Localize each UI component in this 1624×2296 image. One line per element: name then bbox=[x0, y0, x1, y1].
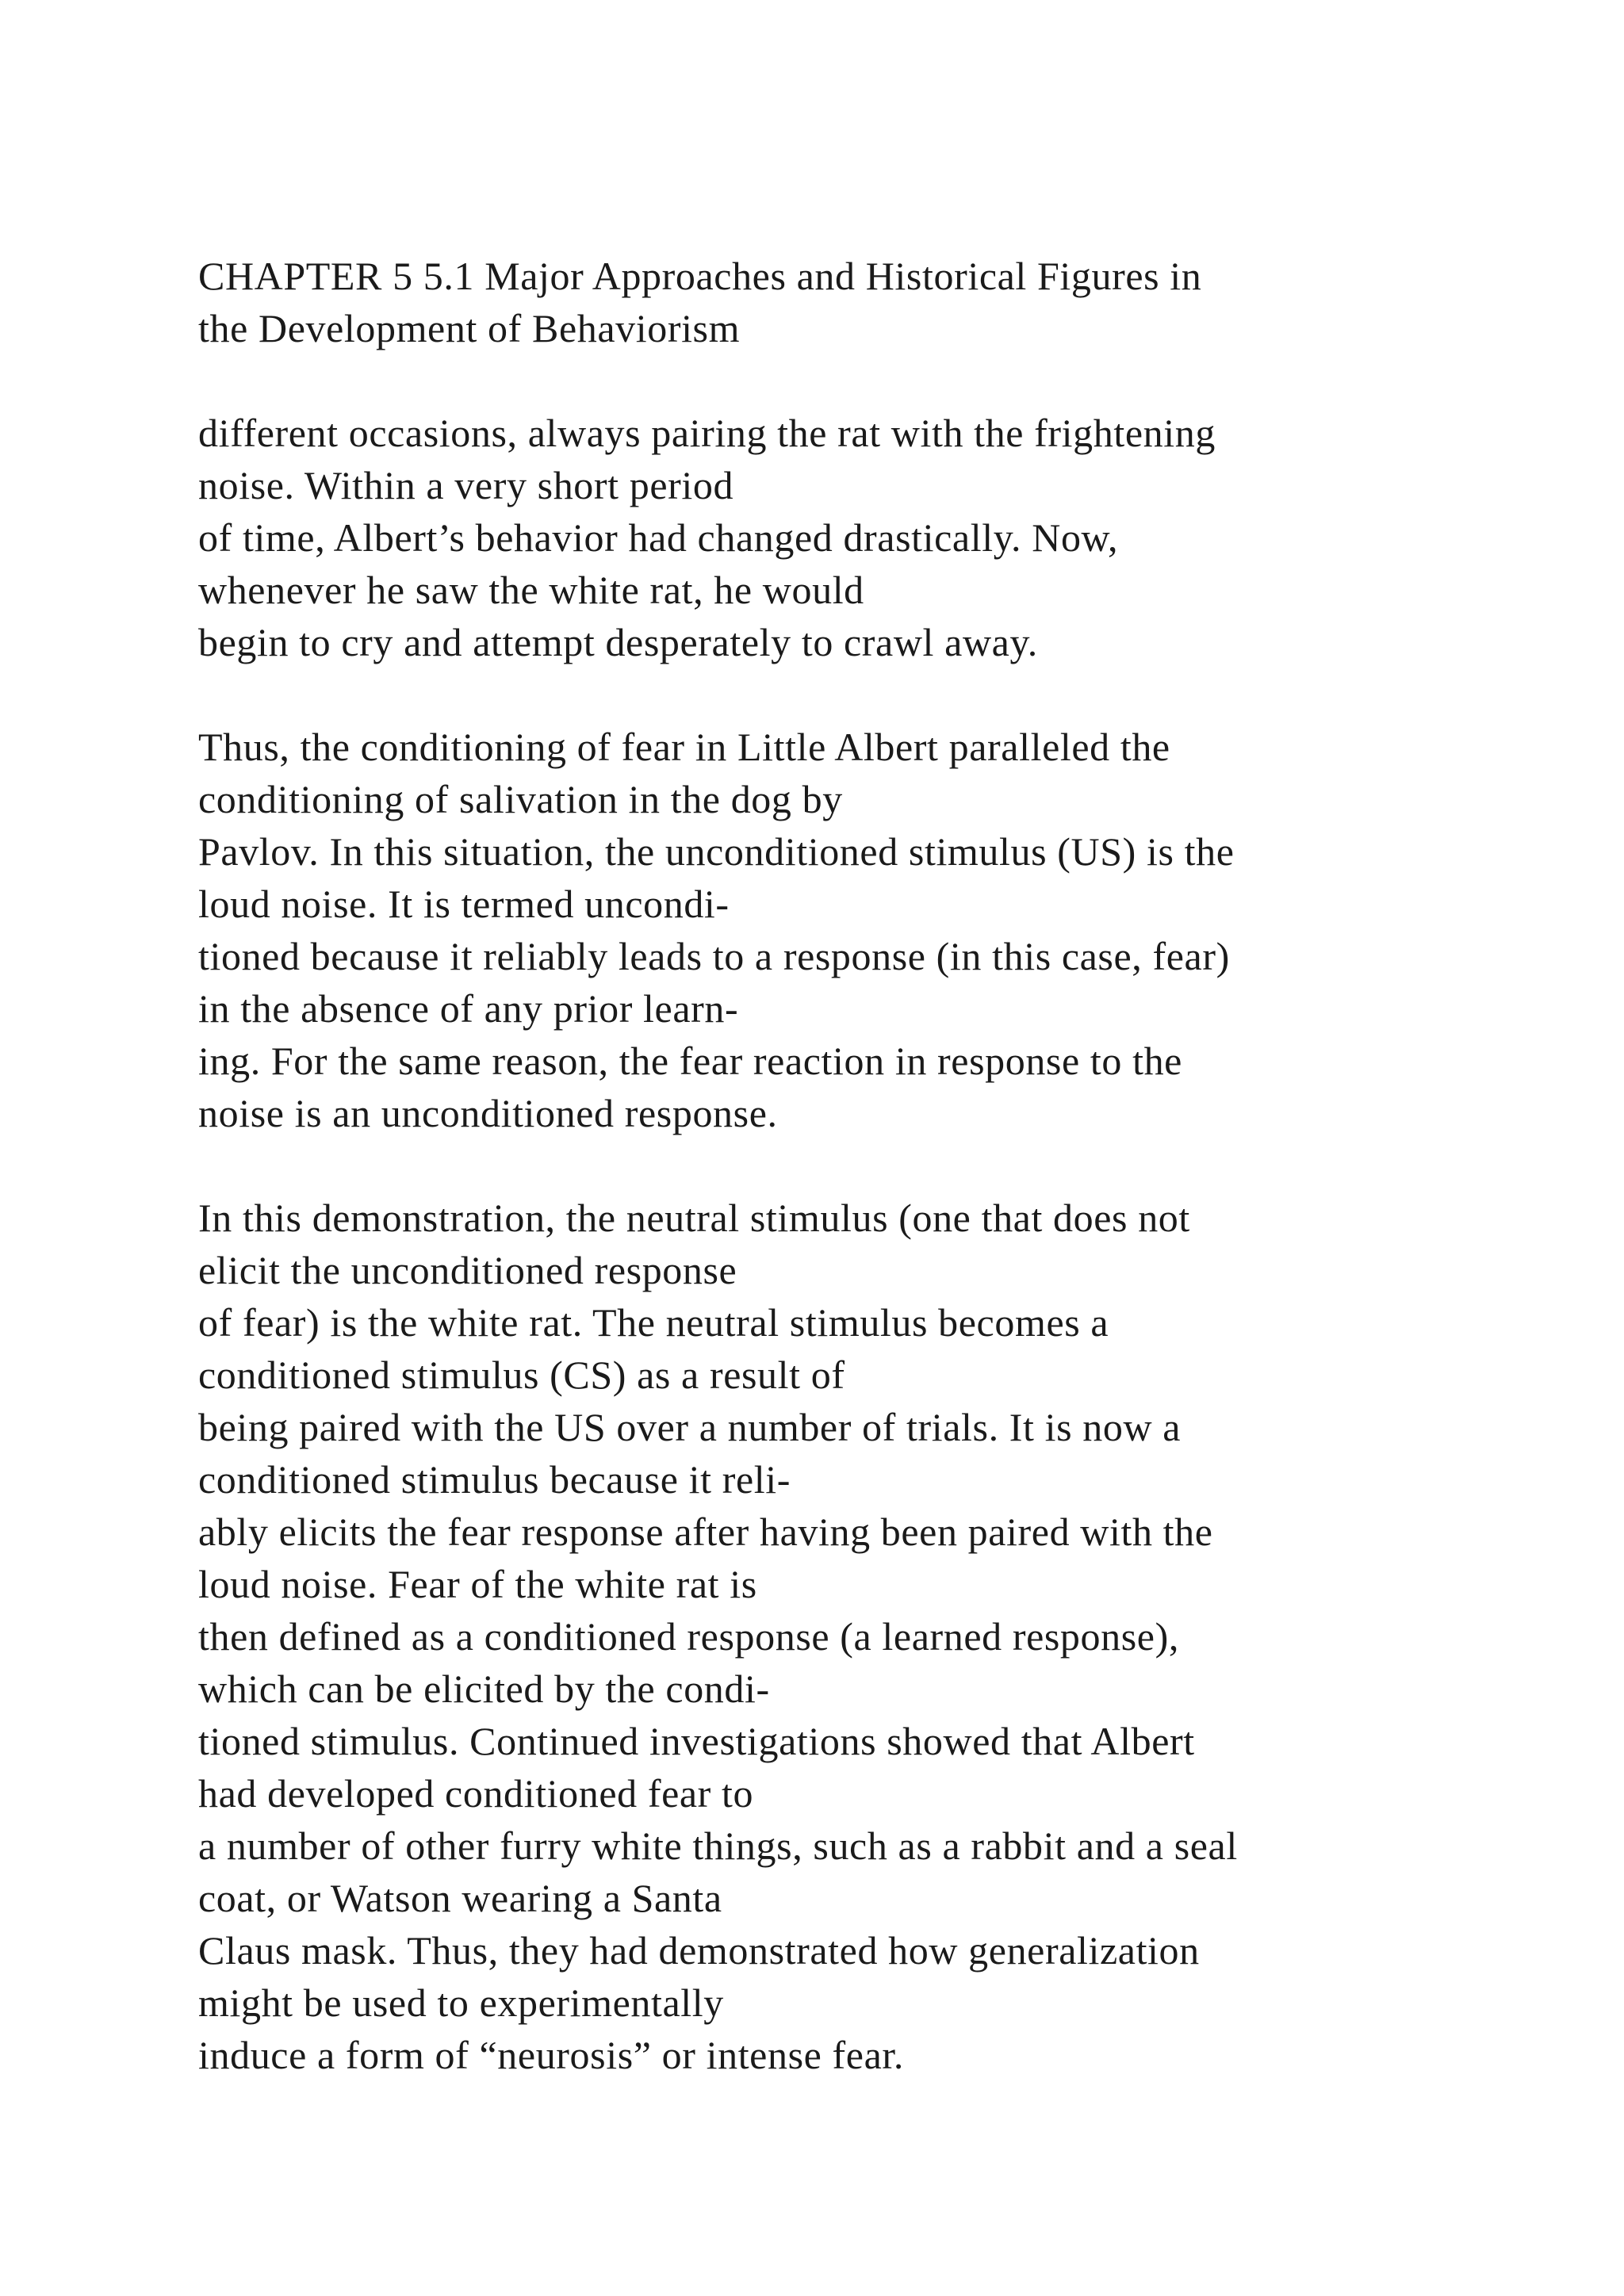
paragraph-2 bbox=[198, 721, 1515, 1139]
text-line: a number of other furry white things, such as a rabbit and a seal bbox=[198, 1823, 1238, 1868]
text-line: tioned because it reliably leads to a response (in this case, fear) bbox=[198, 934, 1230, 978]
text-line: ing. For the same reason, the fear reaction in response to the bbox=[198, 1039, 1182, 1083]
paragraph-3 bbox=[198, 1192, 1515, 2081]
chapter-heading bbox=[198, 250, 1515, 354]
text-line: Claus mask. Thus, they had demonstrated how generalization bbox=[198, 1928, 1200, 1973]
text-line: which can be elicited by the condi- bbox=[198, 1667, 770, 1711]
heading-line: CHAPTER 5 5.1 Major Approaches and Historical Figures in bbox=[198, 254, 1202, 298]
text-line: in the absence of any prior learn- bbox=[198, 986, 739, 1031]
text-line: noise is an unconditioned response. bbox=[198, 1091, 778, 1135]
document-page bbox=[198, 250, 1515, 2081]
paragraph-gap bbox=[198, 668, 1515, 721]
text-line: tioned stimulus. Continued investigations showed that Albert bbox=[198, 1719, 1195, 1763]
text-line: being paired with the US over a number of trials. It is now a bbox=[198, 1405, 1182, 1449]
text-line: of time, Albert’s behavior had changed drastically. Now, bbox=[198, 515, 1119, 560]
text-line: begin to cry and attempt desperately to crawl away. bbox=[198, 620, 1038, 664]
text-line: noise. Within a very short period bbox=[198, 463, 734, 507]
paragraph-gap bbox=[198, 1139, 1515, 1192]
text-line: might be used to experimentally bbox=[198, 1980, 724, 2025]
text-line: loud noise. It is termed uncondi- bbox=[198, 882, 730, 926]
text-line: elicit the unconditioned response bbox=[198, 1248, 737, 1292]
text-line: coat, or Watson wearing a Santa bbox=[198, 1876, 722, 1920]
text-line: then defined as a conditioned response (a learned response), bbox=[198, 1614, 1179, 1659]
text-line: whenever he saw the white rat, he would bbox=[198, 568, 864, 612]
text-line: conditioned stimulus (CS) as a result of bbox=[198, 1353, 845, 1397]
text-line: In this demonstration, the neutral stimulus (one that does not bbox=[198, 1196, 1190, 1240]
text-line: conditioned stimulus because it reli- bbox=[198, 1457, 791, 1502]
text-line: Thus, the conditioning of fear in Little Albert paralleled the bbox=[198, 725, 1170, 769]
heading-line: the Development of Behaviorism bbox=[198, 306, 741, 350]
text-line: of fear) is the white rat. The neutral stimulus becomes a bbox=[198, 1300, 1109, 1345]
text-line: conditioning of salivation in the dog by bbox=[198, 777, 843, 821]
text-line: had developed conditioned fear to bbox=[198, 1771, 754, 1816]
paragraph-1 bbox=[198, 407, 1515, 668]
text-line: different occasions, always pairing the rat with the frightening bbox=[198, 411, 1216, 455]
paragraph-gap bbox=[198, 354, 1515, 407]
text-line: Pavlov. In this situation, the unconditioned stimulus (US) is the bbox=[198, 829, 1235, 874]
text-line: loud noise. Fear of the white rat is bbox=[198, 1562, 757, 1606]
text-line: induce a form of “neurosis” or intense fear. bbox=[198, 2033, 904, 2077]
text-line: ably elicits the fear response after having been paired with the bbox=[198, 1510, 1213, 1554]
